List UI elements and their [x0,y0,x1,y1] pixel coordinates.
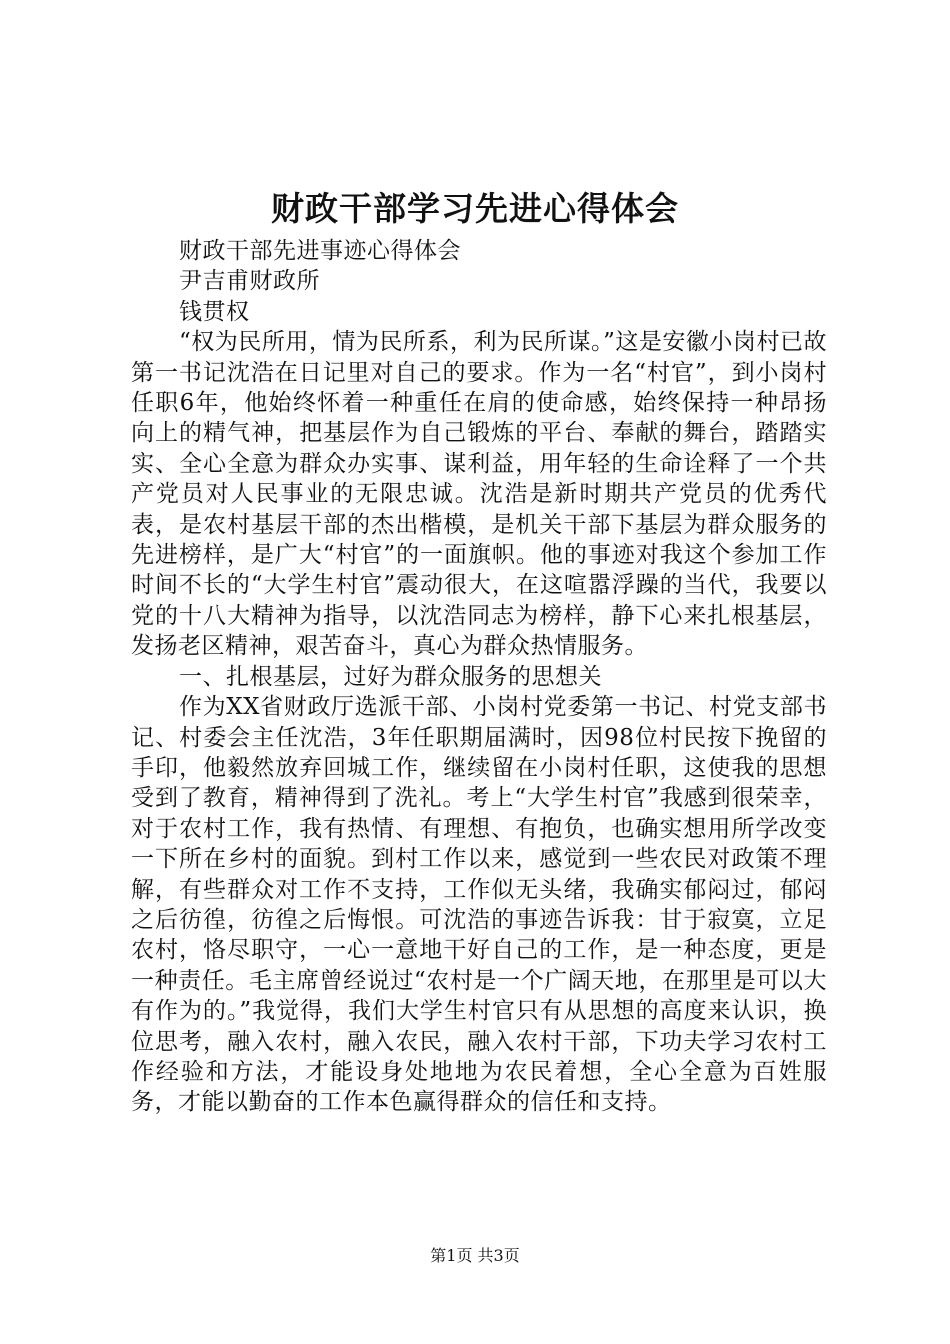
author-unit: 尹吉甫财政所 [179,268,320,295]
author-name: 钱贯权 [179,298,250,325]
document-title: 财政干部学习先进心得体会 [271,189,679,228]
section-heading: 一、扎根基层，过好为群众服务的思想关 [179,663,602,690]
body-paragraph: “权为民所用，情为民所系，利为民所谋。”这是安徽小岗村已故第一书记沈浩在日记里对自己的要求。作为一名“村官”，到小岗村任职6年，他始终怀着一种重任在肩的使命感，始终保持一种昂扬向上的精气神，把基层作为自己锻炼的平台、奉献的舞台，踏踏实实、全心全意为群众办实事、谋利益，用年轻的生命诠释了一个共产党员对人民事业的无限忠诚。沈浩是新时期共产党员的优秀代表，是农村基层干部的杰出楷模，是机关干部下基层为群众服务的先进榜样，是广大“村官”的一面旗帜。他的事迹对我这个参加工作时间不长的“大学生村官”震动很大，在这喧嚣浮躁的当代，我要以党的十八大精神为指导，以沈浩同志为榜样，静下心来扎根基层，发扬老区精神，艰苦奋斗，真心为群众热情服务。 [131,329,827,660]
subtitle-line: 财政干部先进事迹心得体会 [179,238,461,264]
body-paragraph: 作为XX省财政厅选派干部、小岗村党委第一书记、村党支部书记、村委会主任沈浩，3年任职期届满时，因98位村民按下挽留的手印，他毅然放弃回城工作，继续留在小岗村任职，这使我的思想受到了教育，精神得到了洗礼。考上“大学生村官”我感到很荣幸，对于农村工作，我有热情、有理想、有抱负，也确实想用所学改变一下所在乡村的面貌。到村工作以来，感觉到一些农民对政策不理解，有些群众对工作不支持，工作似无头绪，我确实郁闷过，郁闷之后彷徨，彷徨之后悔恨。可沈浩的事迹告诉我：甘于寂寞，立足农村，恪尽职守，一心一意地干好自己的工作，是一种态度，更是一种责任。毛主席曾经说过“农村是一个广阔天地，在那里是可以大有作为的。”我觉得，我们大学生村官只有从思想的高度来认识，换位思考，融入农村，融入农民，融入农村干部，下功夫学习农村工作经验和方法，才能设身处地地为农民着想，全心全意为百姓服务，才能以勤奋的工作本色赢得群众的信任和支持。 [131,694,827,1116]
page-number-footer: 第1页 共3页 [430,1246,520,1265]
document-body [131,236,827,1118]
